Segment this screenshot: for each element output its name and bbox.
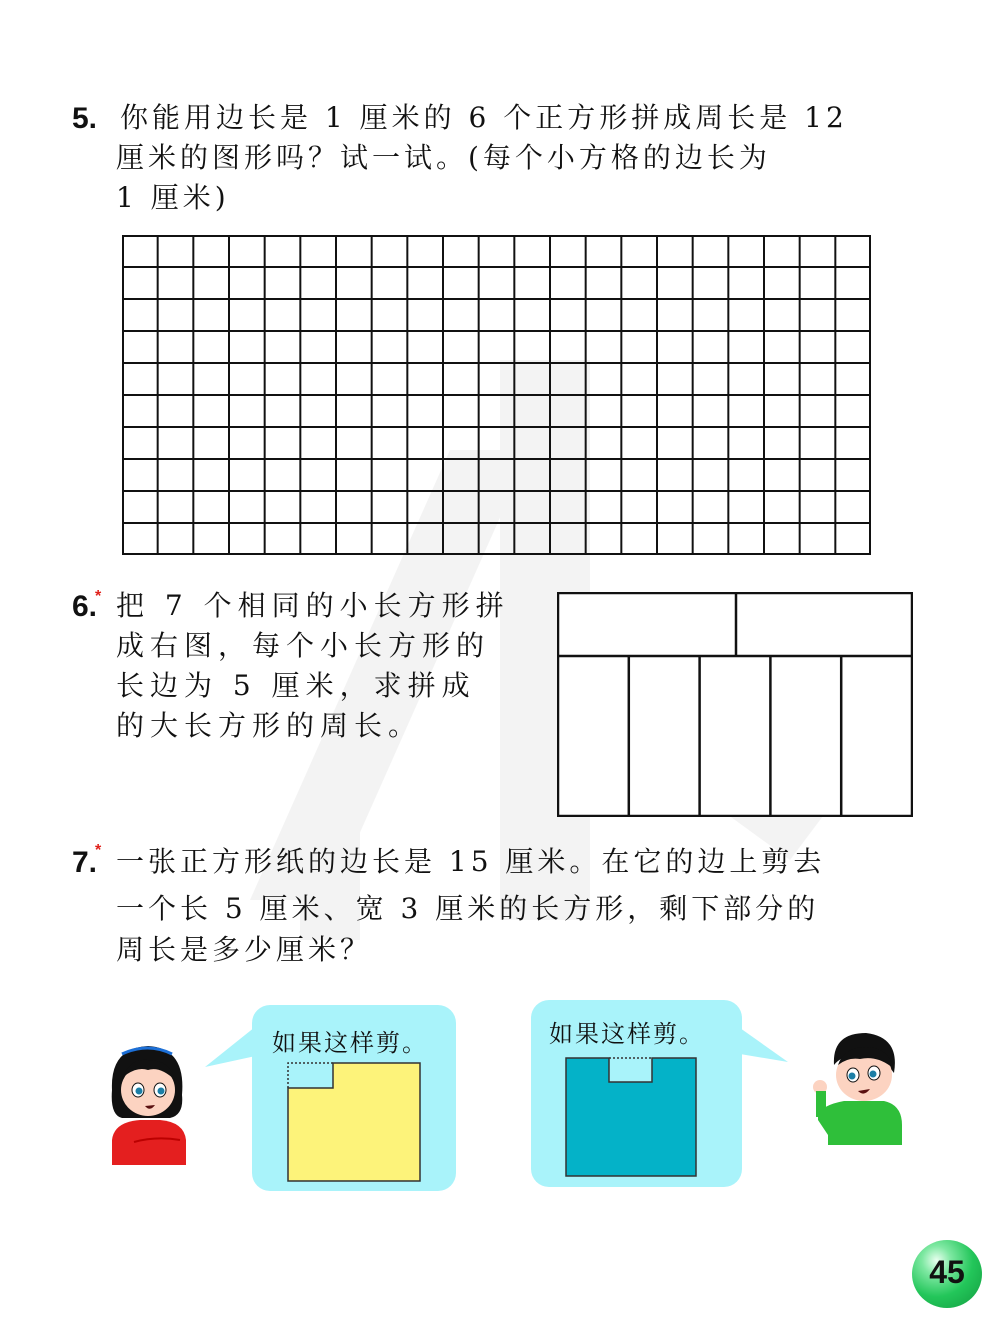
question-text-line: 1 厘米) bbox=[116, 181, 230, 214]
grid-lines bbox=[122, 235, 871, 555]
page-number-badge bbox=[912, 1240, 982, 1308]
speech-bubble-right bbox=[531, 1000, 742, 1187]
question-text-line: 周长是多少厘米？ bbox=[116, 933, 373, 966]
question-text-line: 把 7 个相同的小长方形拼 bbox=[116, 589, 510, 622]
question-text-line: 一张正方形纸的边长是 15 厘米。在它的边上剪去 bbox=[116, 845, 826, 878]
question-text-line: 一个长 5 厘米、宽 3 厘米的长方形，剩下部分的 bbox=[116, 892, 820, 925]
question-number: 5. bbox=[72, 102, 98, 135]
challenge-star: * bbox=[95, 842, 102, 859]
speech-bubble-left bbox=[252, 1005, 456, 1191]
bubble-text: 如果这样剪。 bbox=[549, 1020, 705, 1048]
page-number: 45 bbox=[929, 1254, 965, 1290]
question-number: 6. bbox=[72, 590, 98, 623]
boy-character bbox=[808, 1025, 903, 1145]
challenge-star: * bbox=[95, 588, 102, 605]
question-text-line: 你能用边长是 1 厘米的 6 个正方形拼成周长是 12 bbox=[120, 101, 848, 134]
speech-bubble-tail bbox=[740, 1020, 790, 1070]
question-text-line: 长边为 5 厘米，求拼成 bbox=[116, 669, 476, 702]
question-text-line: 成右图，每个小长方形的 bbox=[116, 629, 491, 662]
question-number: 7. bbox=[72, 846, 98, 879]
question-text-line: 厘米的图形吗？试一试。(每个小方格的边长为 bbox=[116, 141, 771, 174]
yellow-square-corner-cut bbox=[286, 1061, 422, 1183]
teal-square-middle-cut bbox=[564, 1056, 698, 1178]
bubble-text: 如果这样剪。 bbox=[272, 1029, 428, 1057]
square-grid bbox=[122, 235, 871, 555]
question-text-line: 的大长方形的周长。 bbox=[116, 709, 423, 742]
girl-character bbox=[100, 1040, 195, 1165]
rectangles-figure bbox=[557, 592, 913, 817]
